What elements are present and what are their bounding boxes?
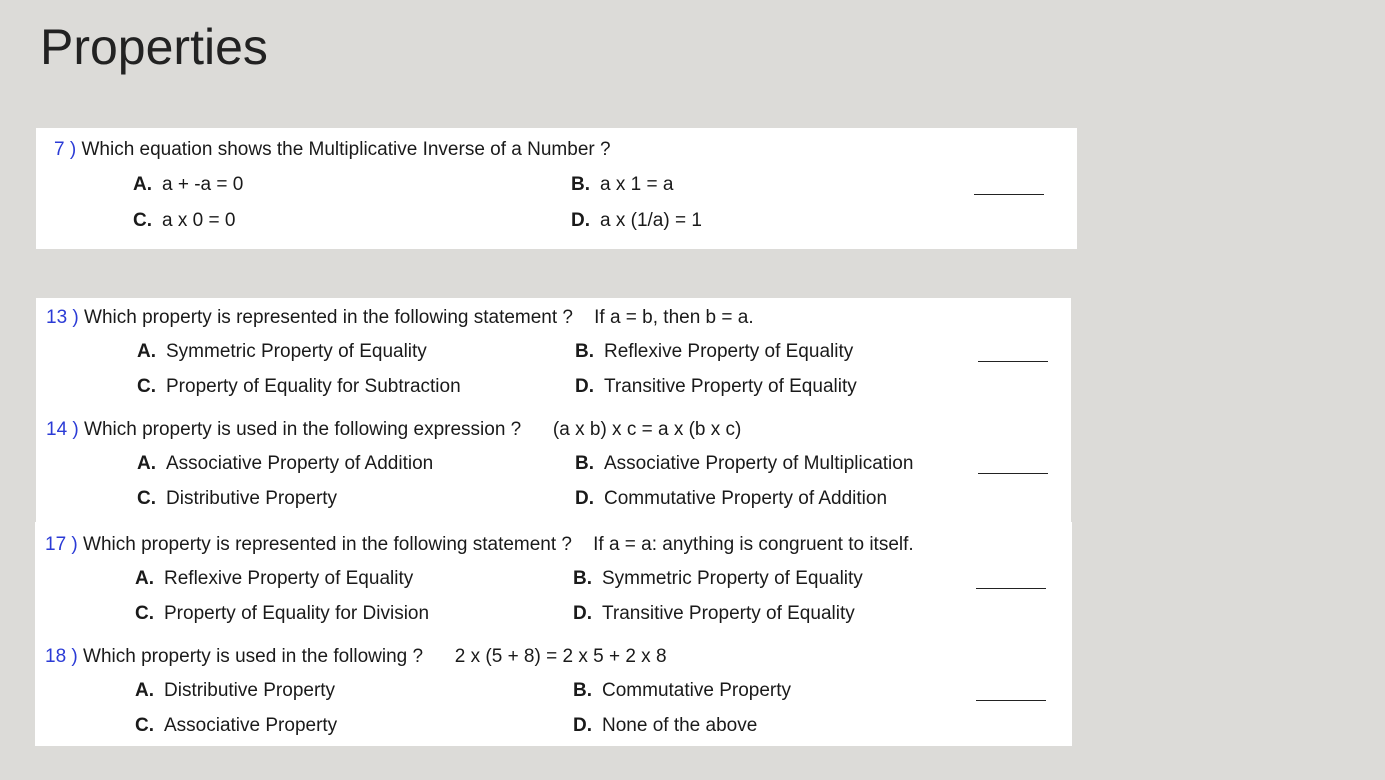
- option-text: a + -a = 0: [162, 174, 244, 195]
- question-text: Which property is used in the following ? 2 x (5 + 8) = 2 x 5 + 2 x 8: [83, 646, 667, 667]
- option-c[interactable]: [137, 376, 461, 398]
- answer-blank[interactable]: [978, 473, 1048, 474]
- option-d[interactable]: [573, 715, 757, 737]
- option-letter: B.: [573, 680, 592, 701]
- option-text: Associative Property: [164, 715, 338, 736]
- option-a[interactable]: [135, 680, 335, 702]
- option-text: Property of Equality for Division: [164, 603, 430, 624]
- question-number: 18 ): [45, 646, 78, 667]
- answer-blank[interactable]: [976, 700, 1046, 701]
- option-d[interactable]: [573, 603, 855, 625]
- option-letter: C.: [137, 376, 156, 397]
- option-letter: A.: [135, 568, 154, 589]
- option-text: Reflexive Property of Equality: [164, 568, 414, 589]
- option-a[interactable]: [137, 453, 433, 475]
- option-letter: C.: [133, 210, 152, 231]
- option-text: Reflexive Property of Equality: [604, 341, 854, 362]
- option-d[interactable]: [575, 376, 857, 398]
- question-text: Which equation shows the Multiplicative Inverse of a Number ?: [81, 139, 611, 160]
- option-letter: D.: [575, 488, 594, 509]
- option-b[interactable]: [573, 680, 791, 702]
- option-c[interactable]: [133, 210, 235, 232]
- option-a[interactable]: [137, 341, 427, 363]
- option-text: a x 1 = a: [600, 174, 674, 195]
- option-text: a x 0 = 0: [162, 210, 236, 231]
- option-letter: A.: [133, 174, 152, 195]
- option-c[interactable]: [135, 603, 429, 625]
- option-c[interactable]: [137, 488, 337, 510]
- option-letter: C.: [135, 715, 154, 736]
- option-text: a x (1/a) = 1: [600, 210, 702, 231]
- question-stem: [45, 646, 667, 668]
- question-text: Which property is represented in the following statement ? If a = a: anything is congruent to itself.: [83, 534, 914, 555]
- question-text: Which property is represented in the following statement ? If a = b, then b = a.: [84, 307, 754, 328]
- question-text: Which property is used in the following expression ? (a x b) x c = a x (b x c): [84, 419, 742, 440]
- option-text: Distributive Property: [166, 488, 338, 509]
- option-d[interactable]: [575, 488, 887, 510]
- option-text: Property of Equality for Subtraction: [166, 376, 461, 397]
- question-number: 17 ): [45, 534, 78, 555]
- question-stem: [46, 307, 754, 329]
- answer-blank[interactable]: [976, 588, 1046, 589]
- question-number: 14 ): [46, 419, 79, 440]
- option-text: Distributive Property: [164, 680, 336, 701]
- option-letter: C.: [137, 488, 156, 509]
- option-letter: D.: [575, 376, 594, 397]
- option-text: Symmetric Property of Equality: [166, 341, 427, 362]
- question-stem: [45, 534, 914, 556]
- page-title: Properties: [40, 19, 268, 75]
- question-stem: [54, 139, 611, 161]
- option-text: Commutative Property: [602, 680, 792, 701]
- option-text: Symmetric Property of Equality: [602, 568, 863, 589]
- option-text: Associative Property of Multiplication: [604, 453, 914, 474]
- option-a[interactable]: [135, 568, 413, 590]
- option-b[interactable]: [575, 453, 913, 475]
- option-letter: D.: [573, 715, 592, 736]
- question-stem: [46, 419, 741, 441]
- option-letter: A.: [137, 453, 156, 474]
- option-letter: B.: [571, 174, 590, 195]
- option-b[interactable]: [575, 341, 853, 363]
- option-text: Commutative Property of Addition: [604, 488, 888, 509]
- option-text: Transitive Property of Equality: [604, 376, 857, 397]
- question-card-2: [36, 298, 1071, 522]
- option-c[interactable]: [135, 715, 337, 737]
- option-letter: D.: [573, 603, 592, 624]
- question-number: 13 ): [46, 307, 79, 328]
- option-b[interactable]: [573, 568, 863, 590]
- option-text: Transitive Property of Equality: [602, 603, 855, 624]
- answer-blank[interactable]: [978, 361, 1048, 362]
- option-a[interactable]: [133, 174, 243, 196]
- option-letter: D.: [571, 210, 590, 231]
- answer-blank[interactable]: [974, 194, 1044, 195]
- option-b[interactable]: [571, 174, 673, 196]
- option-text: Associative Property of Addition: [166, 453, 434, 474]
- option-text: None of the above: [602, 715, 758, 736]
- option-letter: C.: [135, 603, 154, 624]
- question-card-3: [35, 522, 1072, 746]
- option-letter: B.: [575, 453, 594, 474]
- question-card-1: [36, 128, 1077, 249]
- option-letter: A.: [135, 680, 154, 701]
- option-letter: A.: [137, 341, 156, 362]
- option-letter: B.: [573, 568, 592, 589]
- question-number: 7 ): [54, 139, 77, 160]
- option-d[interactable]: [571, 210, 702, 232]
- option-letter: B.: [575, 341, 594, 362]
